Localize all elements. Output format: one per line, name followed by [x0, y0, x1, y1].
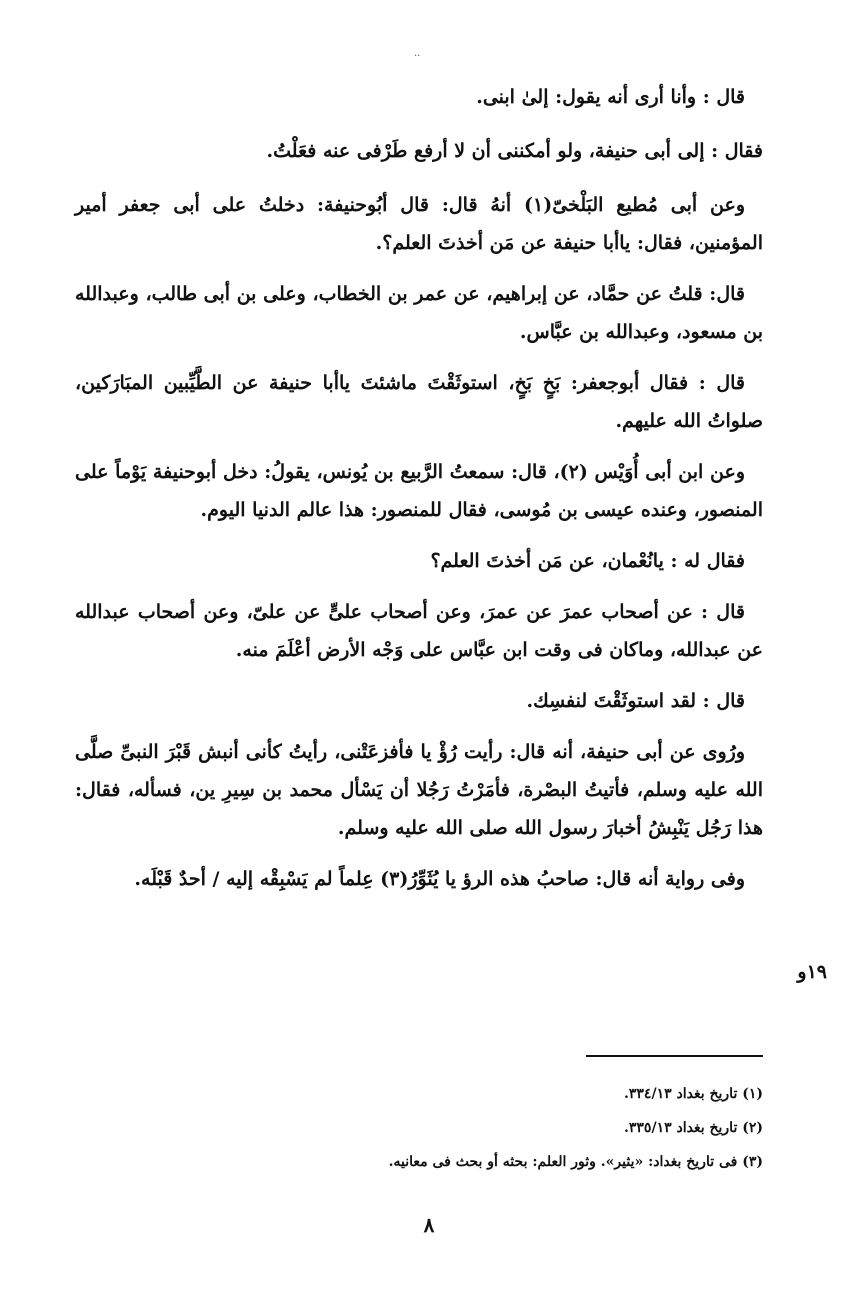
footnote-1: (١) تاريخ بغداد ٣٣٤/١٣. [624, 1086, 763, 1102]
paragraph-4: قال: قلتُ عن حمَّاد، عن إبراهيم، عن عمر بن الخطاب، وعلى بن أبى طالب، وعبدالله بن مسعود، وعبدالله بن عبَّاس. [75, 283, 763, 343]
body-text [75, 78, 763, 898]
paragraph-10: ورُوى عن أبى حنيفة، أنه قال: رأيت رُؤْ يا فأفزعَتْنى، رأيتُ كأنى أنبش قَبْرَ النبىِّ صلَّى الله عليه وسلم، فأتيتُ البصْرة، فأمَرْتُ رَجُلا أن يَسْأل محمد بن سِيرِ ين، فسأله، فقال: هذا رَجُل يَنْبِشُ أخبارَ رسول الله صلى الله عليه وسلم. [75, 741, 763, 839]
paragraph-7: فقال له : يانُعْمان، عن مَن أخذتَ العلم؟ [430, 550, 745, 572]
paragraph-6: وعن ابن أبى أُوَيْس (٢)، قال: سمعتُ الرَّبيع بن يُونس، يقولُ: دخل أبوحنيفة يَوْماً على المنصور، وعنده عيسى بن مُوسى، فقال للمنصور: هذا عالم الدنيا اليوم. [75, 461, 763, 521]
paragraph-3: وعن أبى مُطيع البَلْخىّ(١) أنهُ قال: قال أبُوحنيفة: دخلتُ على أبى جعفر أمير المؤمنين، فقال: ياأبا حنيفة عن مَن أخذتَ العلم؟. [75, 194, 763, 254]
paragraph-8: قال : عن أصحاب عمرَ عن عمرَ، وعن أصحاب علىٍّ عن علىّ، وعن أصحاب عبدالله عن عبدالله، وماكان فى وقت ابن عبَّاس على وَجْه الأرض أعْلَمَ منه. [75, 601, 763, 661]
paragraph-2: فقال : إلى أبى حنيفة، ولو أمكننى أن لا أرفع طَرْفى عنه فعَلْتُ. [266, 140, 763, 162]
footnote-separator [586, 1055, 763, 1057]
paragraph-9: قال : لقد استوثَقْتَ لنفسِك. [526, 690, 745, 712]
paragraph-5: قال : فقال أبوجعفر: بَخٍ بَخٍ، استوثَقْتَ ماشئتَ ياأبا حنيفة عن الطَّيِّبين المبَارَكين، صلواتُ الله عليهم. [75, 372, 763, 432]
paragraph-11: وفى رواية أنه قال: صاحبُ هذه الرؤ يا يُثَوِّرُ(٣) عِلماً لم يَسْبِقْه إليه / أحدٌ قَبْلَه. [134, 868, 745, 890]
footnote-3: (٣) فى تاريخ بغداد: «يثير». وثور العلم: بحثه أو بحث فى معانيه. [388, 1154, 763, 1170]
paragraph-1: قال : وأنا أرى أنه يقول: إلىٰ ابنى. [476, 86, 745, 108]
folio-margin-note: ١٩و [797, 961, 827, 983]
footnote-2: (٢) تاريخ بغداد ٣٣٥/١٣. [624, 1120, 763, 1136]
page-number: ٨ [423, 1213, 435, 1237]
top-mark: .. [414, 48, 421, 59]
footnotes [263, 1080, 763, 1182]
